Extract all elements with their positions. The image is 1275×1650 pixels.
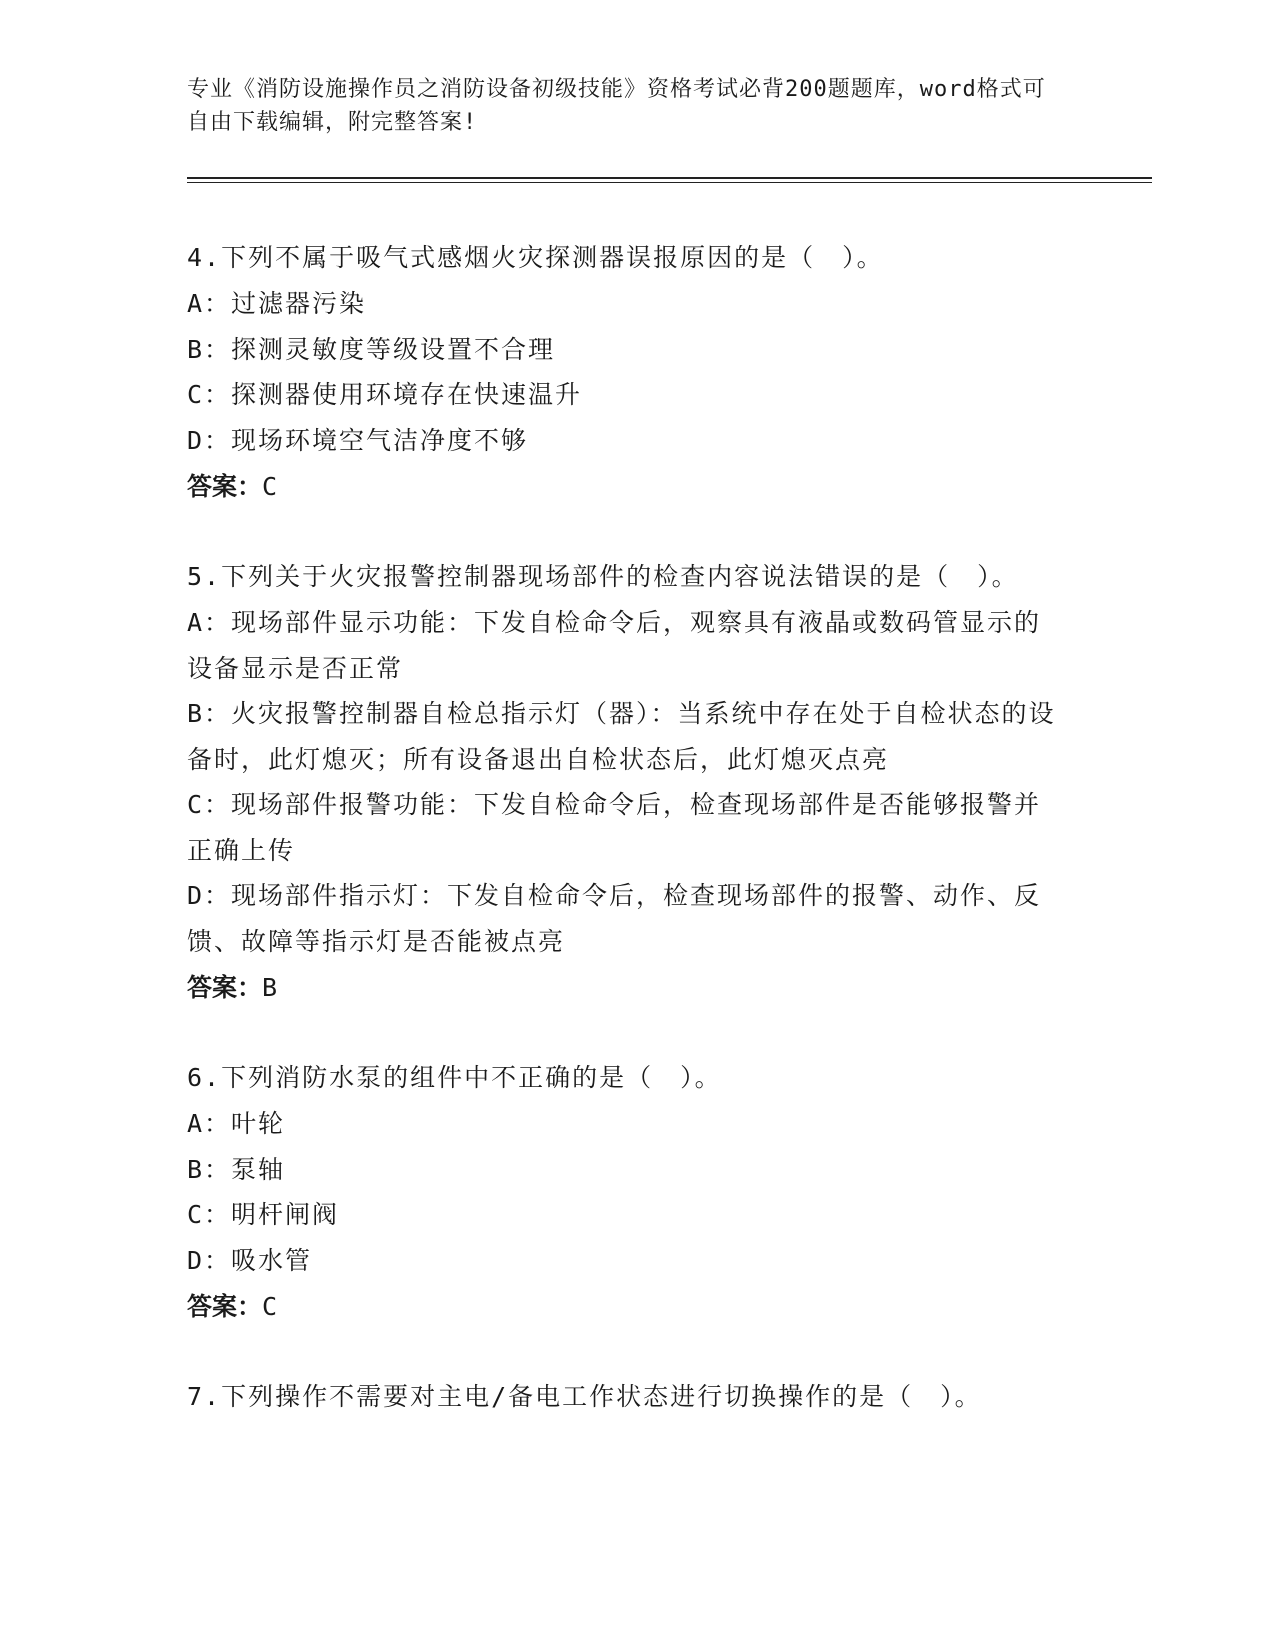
- answer-line: [187, 964, 1067, 1011]
- question-4: [187, 235, 1067, 510]
- question-5: [187, 554, 1067, 1011]
- option-c: C：明杆闸阀: [187, 1200, 340, 1229]
- option-a: A：叶轮: [187, 1109, 286, 1138]
- answer-value: C: [262, 1292, 278, 1321]
- question-stem: 5.下列关于火灾报警控制器现场部件的检查内容说法错误的是（ ）。: [187, 562, 1019, 591]
- question-stem: 4.下列不属于吸气式感烟火灾探测器误报原因的是（ ）。: [187, 243, 884, 272]
- option-b: B：火灾报警控制器自检总指示灯（器）：当系统中存在处于自检状态的设备时，此灯熄灭；所有设备退出自检状态后，此灯熄灭点亮: [187, 699, 1056, 774]
- option-d: D：现场部件指示灯：下发自检命令后，检查现场部件的报警、动作、反馈、故障等指示灯是否能被点亮: [187, 881, 1042, 956]
- option-d: D：吸水管: [187, 1245, 313, 1275]
- question-stem: 6.下列消防水泵的组件中不正确的是（ ）。: [187, 1063, 722, 1092]
- question-list: [187, 235, 1067, 1420]
- answer-value: B: [262, 973, 278, 1002]
- option-a: A：过滤器污染: [187, 289, 367, 318]
- option-b: B：泵轴: [187, 1154, 286, 1184]
- option-c: C：探测器使用环境存在快速温升: [187, 380, 583, 409]
- question-6: [187, 1055, 1067, 1330]
- option-b: B：探测灵敏度等级设置不合理: [187, 334, 556, 364]
- option-d: D：现场环境空气洁净度不够: [187, 425, 529, 455]
- answer-label: 答案：: [187, 1292, 263, 1321]
- document-header: 专业《消防设施操作员之消防设备初级技能》资格考试必背200题题库，word格式可自由下载编辑，附完整答案!: [187, 77, 1046, 135]
- option-c: C：现场部件报警功能：下发自检命令后，检查现场部件是否能够报警并正确上传: [187, 790, 1042, 865]
- answer-value: C: [262, 472, 278, 501]
- answer-line: [187, 1283, 1067, 1330]
- answer-label: 答案：: [187, 472, 263, 501]
- option-a: A：现场部件显示功能：下发自检命令后，观察具有液晶或数码管显示的设备显示是否正常: [187, 608, 1042, 683]
- answer-label: 答案：: [187, 973, 263, 1002]
- question-stem: 7.下列操作不需要对主电/备电工作状态进行切换操作的是（ ）。: [187, 1382, 982, 1411]
- question-7: [187, 1374, 1067, 1420]
- header-rule-thin: [187, 182, 1152, 183]
- header-rule-thick: [187, 177, 1152, 179]
- answer-line: [187, 463, 1067, 510]
